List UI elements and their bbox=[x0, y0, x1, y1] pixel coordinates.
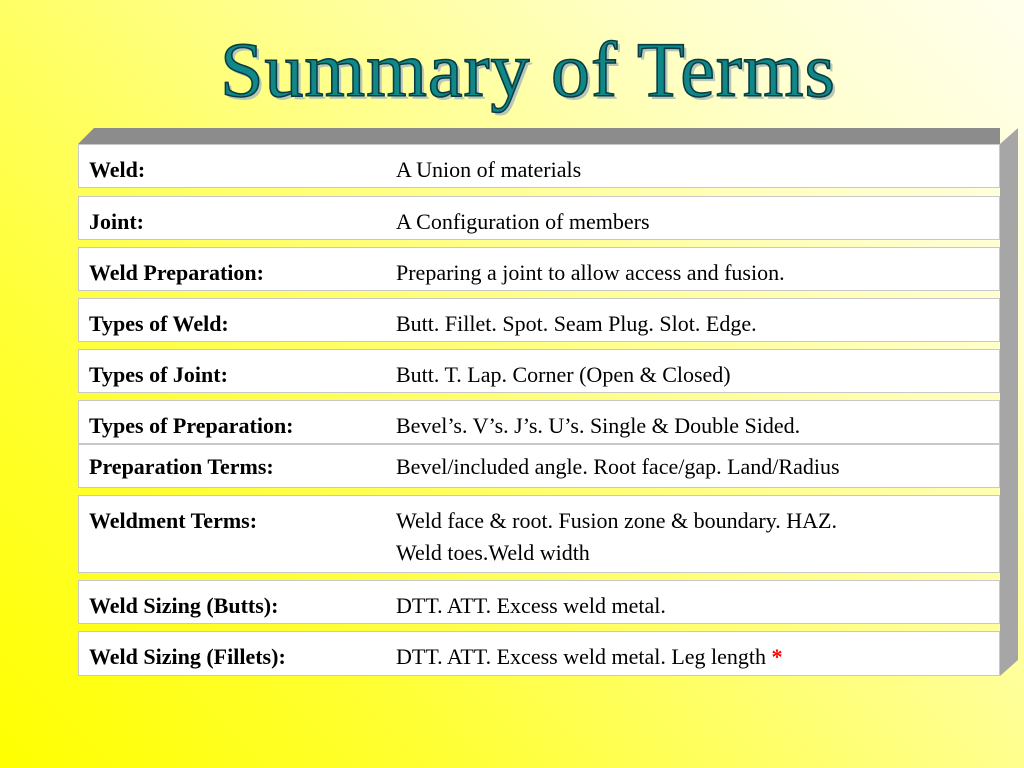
term-definition: Weld face & root. Fusion zone & boundary. HAZ. bbox=[396, 508, 837, 533]
term-label: Types of Preparation: bbox=[89, 413, 294, 438]
table-row-weld-sizing-fillets bbox=[78, 631, 1000, 676]
term-label: Weld Sizing (Fillets): bbox=[89, 644, 286, 669]
term-definition: Butt. Fillet. Spot. Seam Plug. Slot. Edge. bbox=[396, 311, 757, 336]
table-row-types-of-joint bbox=[78, 349, 1000, 393]
term-definition: Preparing a joint to allow access and fusion. bbox=[396, 260, 785, 285]
term-definition bbox=[396, 640, 783, 674]
term-label: Types of Joint: bbox=[89, 362, 228, 387]
table-row-weld-sizing-butts bbox=[78, 580, 1000, 624]
term-label: Weld Preparation: bbox=[89, 260, 264, 285]
table-row-weld-preparation bbox=[78, 247, 1000, 291]
term-label: Types of Weld: bbox=[89, 311, 229, 336]
term-definition: DTT. ATT. Excess weld metal. bbox=[396, 593, 666, 618]
term-definition: A Union of materials bbox=[396, 157, 582, 182]
term-definition: Butt. T. Lap. Corner (Open & Closed) bbox=[396, 362, 731, 387]
term-definition: A Configuration of members bbox=[396, 209, 650, 234]
table-row-preparation-terms bbox=[78, 444, 1000, 488]
term-definition: Bevel/included angle. Root face/gap. Land/Radius bbox=[396, 454, 840, 479]
term-definition-text: DTT. ATT. Excess weld metal. Leg length bbox=[396, 644, 767, 669]
term-definition: Bevel’s. V’s. J’s. U’s. Single & Double Sided. bbox=[396, 413, 801, 438]
table-row-types-of-weld bbox=[78, 298, 1000, 342]
table-row-weldment-terms bbox=[78, 495, 1000, 573]
term-label: Weldment Terms: bbox=[89, 508, 258, 533]
table-row-joint bbox=[78, 196, 1000, 240]
table-row-types-of-preparation bbox=[78, 400, 1000, 444]
term-label: Joint: bbox=[89, 209, 144, 234]
asterisk-marker: * bbox=[771, 644, 783, 669]
term-label: Weld Sizing (Butts): bbox=[89, 593, 279, 618]
page-title: Summary of Terms bbox=[220, 26, 836, 113]
term-label: Weld: bbox=[89, 157, 146, 182]
term-definition-line2: Weld toes.Weld width bbox=[396, 540, 590, 565]
term-label: Preparation Terms: bbox=[89, 454, 274, 479]
table-row-weld bbox=[78, 144, 1000, 188]
